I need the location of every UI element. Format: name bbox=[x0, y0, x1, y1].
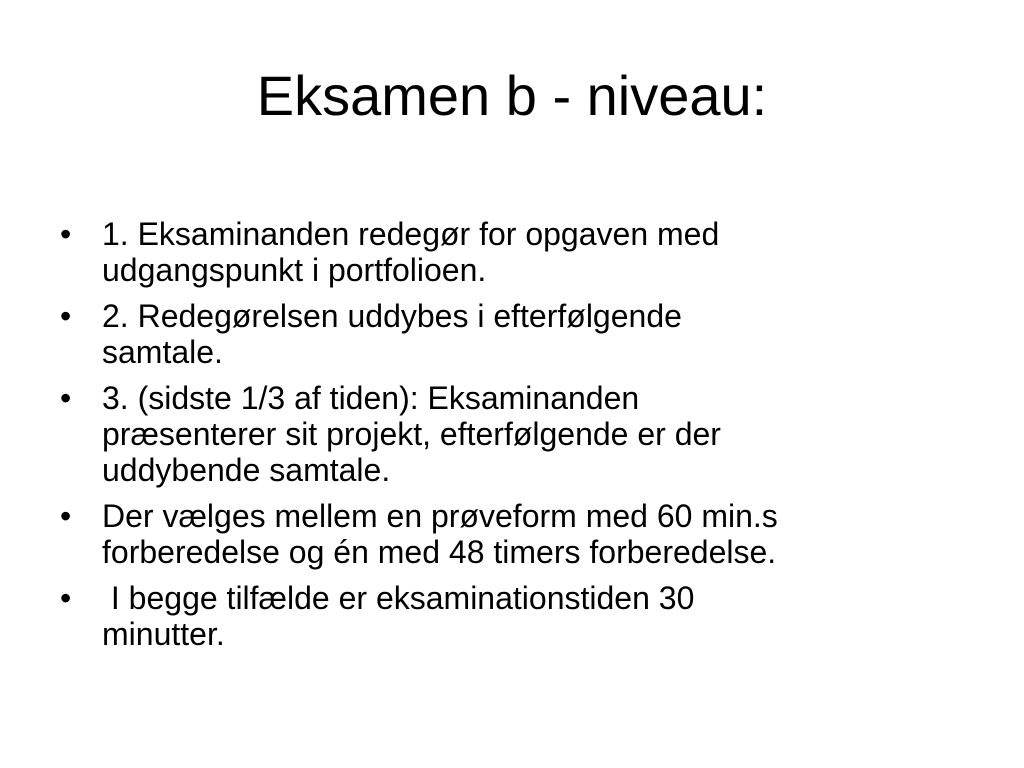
bullet-text-line: 3. (sidste 1/3 af tiden): Eksaminanden bbox=[102, 380, 640, 416]
bullet-text-line: uddybende samtale. bbox=[102, 452, 391, 488]
bullet-text-line: minutter. bbox=[102, 616, 225, 652]
bullet-dot-icon: • bbox=[60, 298, 72, 334]
bullet-item-1 bbox=[60, 216, 980, 288]
bullet-text-line: forberedelse og én med 48 timers forberedelse. bbox=[102, 534, 777, 570]
bullet-dot-icon: • bbox=[60, 580, 72, 616]
bullet-item-3 bbox=[60, 380, 980, 488]
bullet-item-5 bbox=[60, 580, 980, 652]
bullet-text-line: udgangspunkt i portfolioen. bbox=[102, 252, 487, 288]
bullet-dot-icon: • bbox=[60, 216, 72, 252]
bullet-item-2 bbox=[60, 298, 980, 370]
bullet-item-4 bbox=[60, 498, 980, 570]
bullet-text-line: samtale. bbox=[102, 334, 223, 370]
bullet-text-line: præsenterer sit projekt, efterfølgende er der bbox=[102, 416, 721, 452]
bullet-list bbox=[60, 216, 980, 662]
bullet-dot-icon: • bbox=[60, 498, 72, 534]
bullet-text-line: I begge tilfælde er eksaminationstiden 30 bbox=[102, 580, 695, 616]
bullet-text-line: 1. Eksaminanden redegør for opgaven med bbox=[102, 216, 720, 252]
bullet-dot-icon: • bbox=[60, 380, 72, 416]
slide-title: Eksamen b - niveau: bbox=[256, 64, 768, 127]
bullet-text-line: Der vælges mellem en prøveform med 60 min.s bbox=[102, 498, 778, 534]
bullet-text-line: 2. Redegørelsen uddybes i efterfølgende bbox=[102, 298, 682, 334]
